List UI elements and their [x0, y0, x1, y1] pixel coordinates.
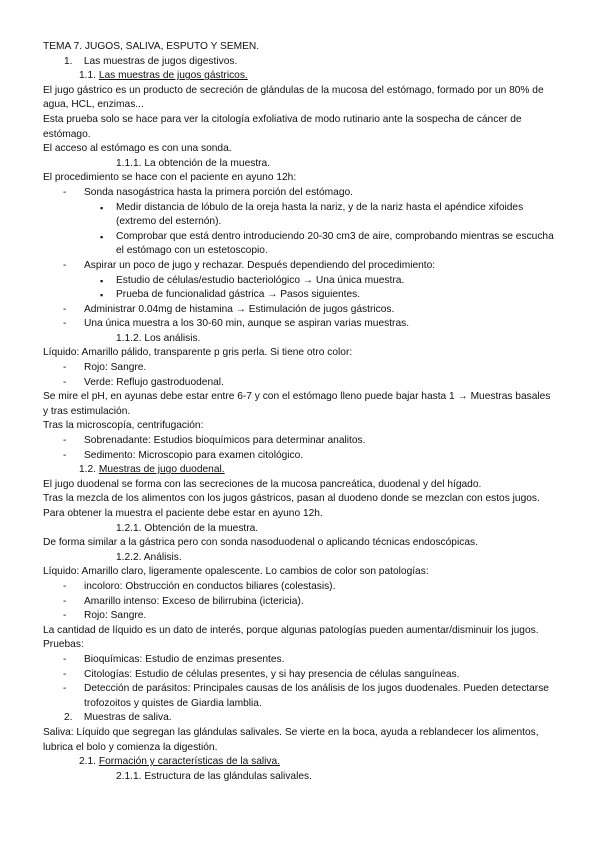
paragraph: Esta prueba solo se hace para ver la citología exfoliativa de modo rutinario ante la sospecha de cáncer de estómago. [43, 113, 522, 140]
list-item-text: Administrar 0.04mg de histamina → Estimulación de jugos gástricos. [84, 303, 395, 315]
list-item-text: Una única muestra a los 30-60 min, aunque se aspiran varias muestras. [84, 318, 410, 330]
section-title: Muestras de jugo duodenal. [98, 464, 225, 476]
list-item [0, 303, 554, 318]
section-title: Las muestras de jugos gástricos. [98, 70, 248, 82]
list-item-text: Bioquímicas: Estudio de enzimas presentes. [84, 653, 285, 665]
subsection-heading: 1.2.1. Obtención de la muestra. [116, 522, 259, 534]
square-bullet-icon: ▪ [100, 290, 104, 301]
square-bullet-icon: ▪ [100, 275, 104, 286]
list-item-text: Medir distancia de lóbulo de la oreja hasta la nariz, y de la nariz hasta el apéndice xifoides (extremo del esternón). [116, 201, 524, 228]
list-item [0, 361, 554, 376]
paragraph: El acceso al estómago es con una sonda. [43, 143, 232, 155]
section-number: 2. [64, 712, 73, 724]
paragraph: Tras la microscopía, centrifugación: [43, 420, 204, 432]
paragraph: Líquido: Amarillo pálido, transparente p gris perla. Si tiene otro color: [43, 347, 353, 359]
paragraph: La cantidad de líquido es un dato de interés, porque algunas patologías pueden aumentar/disminuir los jugos. [43, 624, 539, 636]
dash-marker: - [63, 259, 67, 271]
document-page [0, 40, 600, 784]
dash-marker: - [63, 668, 67, 680]
list-item-text: Aspirar un poco de jugo y rechazar. Después dependiendo del procedimiento: [84, 259, 436, 271]
dash-marker: - [63, 449, 67, 461]
section-number: 1.1. [79, 70, 96, 82]
list-item-text: Citologías: Estudio de células presentes, y si hay presencia de células sanguíneas. [84, 668, 460, 680]
list-item-text: incoloro: Obstrucción en conductos biliares (colestasis). [84, 580, 336, 592]
section-number: 2.1. [79, 756, 96, 768]
list-item [0, 580, 554, 595]
list-item-text: Prueba de funcionalidad gástrica → Pasos siguientes. [116, 289, 361, 301]
list-item [0, 682, 554, 711]
subsection-heading: 1.1.1. La obtención de la muestra. [116, 157, 271, 169]
list-item-text: Sedimento: Microscopio para examen citológico. [84, 449, 304, 461]
section-number: 1.2. [79, 464, 96, 476]
paragraph: El jugo gástrico es un producto de secreción de glándulas de la mucosa del estómago, formado por un 80% de agua, HCL, enzimas... [43, 84, 544, 111]
list-item [0, 317, 554, 332]
paragraph: De forma similar a la gástrica pero con sonda nasoduodenal o aplicando técnicas endoscópicas. [43, 537, 478, 549]
list-item [0, 595, 554, 610]
paragraph: El procedimiento se hace con el paciente en ayuno 12h: [43, 172, 297, 184]
section-number: 1. [64, 55, 73, 67]
list-item-text: Comprobar que está dentro introduciendo 20-30 cm3 de aire, comprobando mientras se escucha el estómago con un estetoscopio. [116, 230, 554, 257]
list-item-text: Rojo: Sangre. [84, 610, 147, 622]
square-bullet-icon: ▪ [100, 231, 104, 242]
sub-list-item [0, 288, 554, 303]
sub-list-item [0, 201, 554, 230]
section-2-heading [0, 711, 600, 726]
list-item-text: Amarillo intenso: Exceso de bilirrubina (ictericia). [84, 595, 304, 607]
list-item-text: Estudio de células/estudio bacteriológico → Una única muestra. [116, 274, 405, 286]
list-item-text: Verde: Reflujo gastroduodenal. [84, 376, 224, 388]
dash-marker: - [63, 435, 67, 447]
list-item [0, 186, 554, 201]
dash-marker: - [63, 653, 67, 665]
sub-list-item [0, 274, 554, 289]
dash-marker: - [63, 303, 67, 315]
list-item-text: Detección de parásitos: Principales causas de los análisis de los jugos duodenales. Pueden detectarse trofozoitos y quistes de Giardia lamblia. [84, 683, 549, 709]
list-item [0, 449, 554, 464]
section-title: Muestras de saliva. [83, 712, 172, 724]
dash-marker: - [63, 595, 67, 607]
section-2-1-heading [0, 755, 600, 770]
dash-marker: - [63, 362, 67, 374]
list-item [0, 259, 554, 274]
list-item [0, 434, 554, 449]
subsection-heading: 1.2.2. Análisis. [116, 551, 182, 563]
list-item [0, 609, 554, 624]
dash-marker: - [63, 683, 67, 695]
paragraph: Líquido: Amarillo claro, ligeramente opalescente. Lo cambios de color son patologías: [43, 566, 429, 578]
subsection-heading: 2.1.1. Estructura de las glándulas salivales. [116, 770, 312, 782]
dash-marker: - [63, 610, 67, 622]
paragraph: Pruebas: [43, 639, 84, 651]
list-item-text: Sobrenadante: Estudios bioquímicos para determinar analitos. [84, 435, 366, 447]
list-item-text: Rojo: Sangre. [84, 362, 147, 374]
section-title: Las muestras de jugos digestivos. [83, 55, 238, 67]
paragraph: Saliva: Líquido que segregan las glándulas salivales. Se vierte en la boca, ayuda a reblandecer los alimentos, lubrica el bolo y comienza la digestión. [43, 726, 539, 753]
list-item [0, 376, 554, 391]
dash-marker: - [63, 580, 67, 592]
section-title: Formación y características de la saliva. [98, 756, 281, 768]
subsection-heading: 1.1.2. Los análisis. [116, 332, 201, 344]
dash-marker: - [63, 318, 67, 330]
paragraph: El jugo duodenal se forma con las secreciones de la mucosa pancreática, duodenal y del hígado. [43, 478, 482, 490]
sub-list-item [0, 230, 554, 259]
list-item-text: Sonda nasogástrica hasta la primera porción del estómago. [84, 186, 353, 198]
section-1-2-heading [0, 463, 600, 478]
paragraph: Se mire el pH, en ayunas debe estar entre 6-7 y con el estómago lleno puede bajar hasta 1 → Muestras basales y tras estimulación. [43, 391, 551, 417]
section-1-1-heading [0, 69, 600, 84]
dash-marker: - [63, 186, 67, 198]
square-bullet-icon: ▪ [100, 202, 104, 213]
list-item [0, 653, 554, 668]
paragraph: Tras la mezcla de los alimentos con los jugos gástricos, pasan al duodeno donde se mezclan con estos jugos. Para obtener la muestra el paciente debe estar en ayuno 12h. [43, 493, 540, 519]
doc-title: TEMA 7. JUGOS, SALIVA, ESPUTO Y SEMEN. [43, 41, 260, 52]
section-1-heading [0, 55, 600, 70]
dash-marker: - [63, 376, 67, 388]
list-item [0, 668, 554, 683]
